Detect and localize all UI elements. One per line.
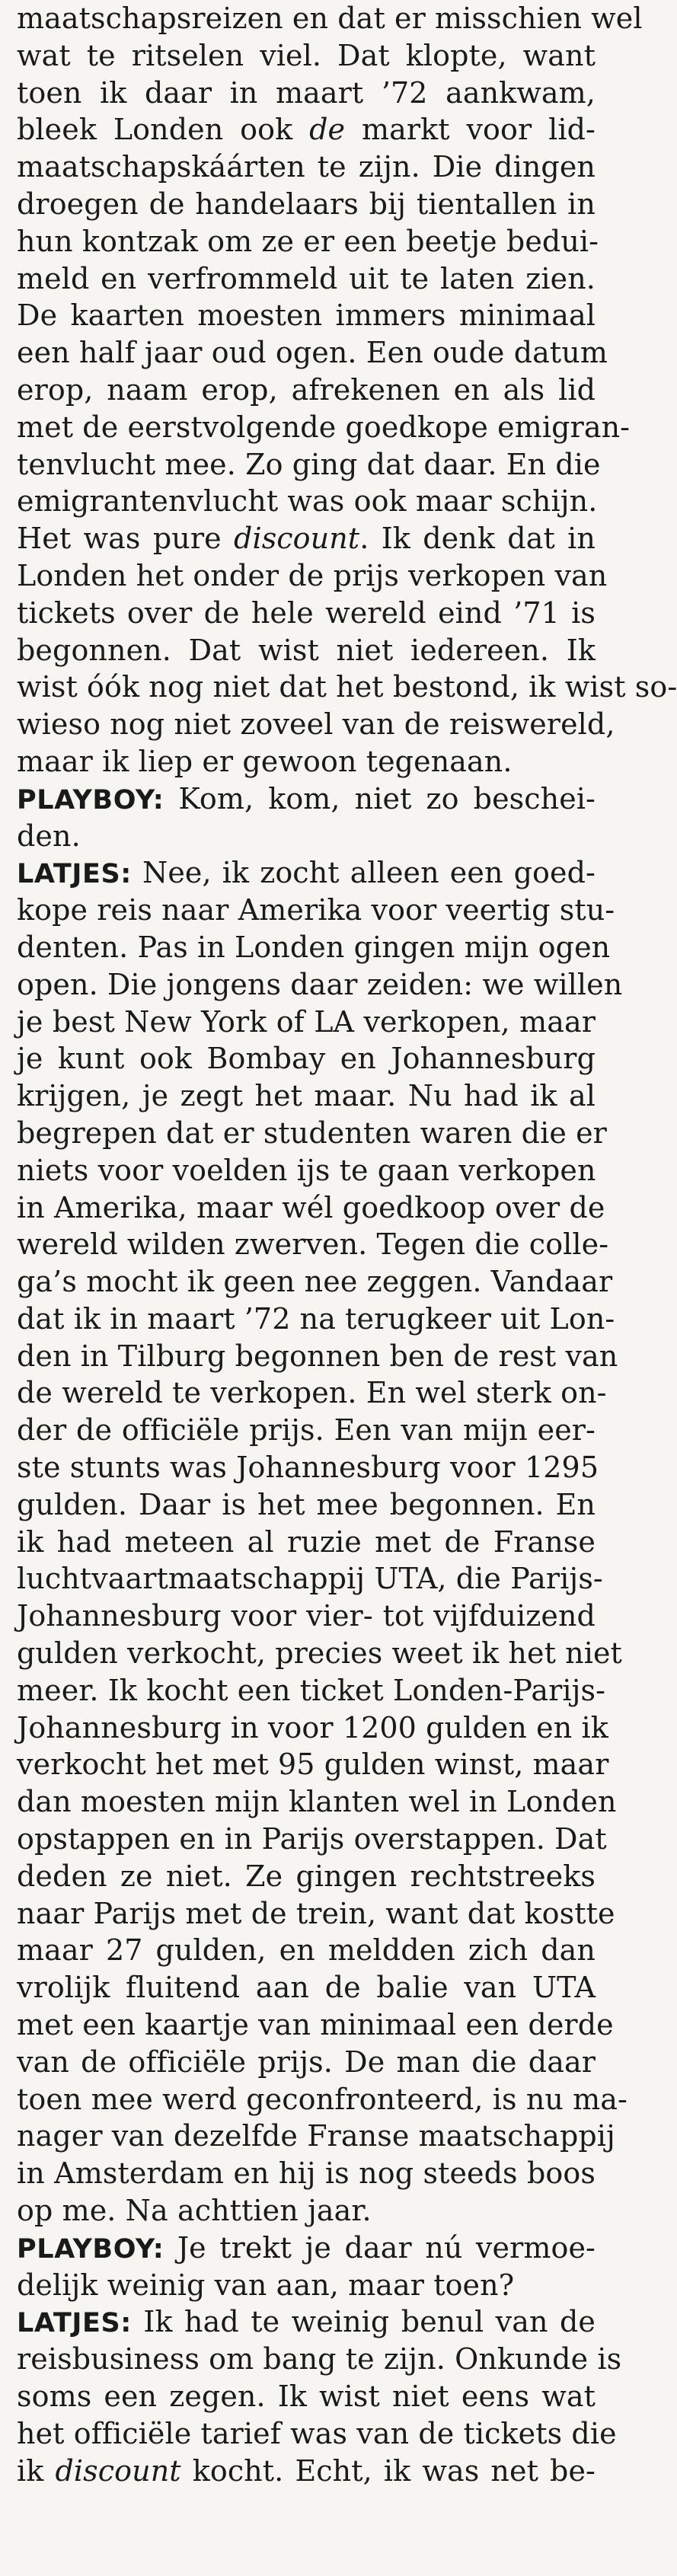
text-line (17, 1969, 596, 2006)
line-text: wat te ritselen viel. Dat klopte, want (17, 38, 596, 72)
text-line (17, 632, 596, 669)
text-line (17, 557, 608, 595)
text-line (17, 223, 599, 260)
text-line (17, 1152, 596, 1189)
text-line (17, 1115, 607, 1152)
text-line (17, 2155, 596, 2192)
line-text: nager van dezelfde Franse maatschappij (17, 2119, 615, 2153)
line-text: emigrantenvlucht was ook maar schijn. (17, 484, 598, 519)
text-line (17, 892, 615, 929)
text-line (17, 446, 601, 484)
line-text: maar 27 gulden, en meldden zich dan (17, 1933, 596, 1968)
speaker-label: PLAYBOY: (17, 784, 164, 816)
text-line (17, 1932, 596, 1969)
line-text: van de officiële prijs. De man die daar (17, 2045, 596, 2079)
line-text: begonnen. Dat wist niet iedereen. Ik (17, 633, 596, 667)
text-line (17, 334, 608, 372)
line-text: luchtvaartmaatschappij UTA, die Parijs- (17, 1562, 603, 1596)
line-text: Het was pure (17, 522, 235, 556)
text-line (17, 111, 596, 148)
line-text: vrolijk fluitend aan de balie van UTA (17, 1971, 596, 2005)
text-line (17, 2044, 596, 2081)
line-text: den in Tilburg begonnen ben de rest van (17, 1339, 618, 1373)
text-line (17, 818, 596, 855)
line-text: meer. Ik kocht een ticket Londen-Parijs- (17, 1673, 606, 1707)
line-text: met een kaartje van minimaal een derde (17, 2008, 614, 2042)
text-line (17, 1709, 608, 1747)
line-text: het officiële tarief was van de tickets die (17, 2416, 617, 2450)
text-line (17, 1412, 596, 1449)
text-line (17, 2415, 617, 2453)
text-line (17, 1449, 599, 1486)
text-line (17, 1004, 596, 1041)
line-text: Kom, kom, niet zo beschei- (164, 781, 596, 816)
text-line (17, 1598, 596, 1635)
line-text: delijk weinig van aan, maar toen? (17, 2268, 515, 2302)
line-text: maatschapskáárten te zijn. Die dingen (17, 150, 596, 184)
line-text: Johannesburg voor vier- tot vijfduizend (17, 1599, 596, 1633)
text-line (17, 2230, 596, 2267)
text-line (17, 2006, 614, 2044)
line-text: dat ik in maart ’72 na terugkeer uit Lon- (17, 1301, 615, 1336)
text-line (17, 372, 596, 409)
text-line (17, 0, 643, 37)
text-line (17, 929, 611, 966)
text-line (17, 1560, 603, 1598)
line-text: een half jaar oud ogen. Een oude datum (17, 336, 608, 370)
text-line (17, 706, 615, 743)
line-text: toen ik daar in maart ’72 aankwam, (17, 75, 596, 110)
line-text: maar ik liep er gewoon tegenaan. (17, 744, 513, 778)
line-text: wieso nog niet zoveel van de reiswereld, (17, 707, 615, 742)
text-line (17, 483, 596, 520)
line-text: open. Die jongens daar zeiden: we willen (17, 967, 623, 1001)
text-line (17, 1040, 596, 1077)
line-text: wist óók nog niet dat het bestond, ik wist so- (17, 670, 677, 704)
speaker-label: PLAYBOY: (17, 2233, 164, 2265)
line-text: op me. Na achttien jaar. (17, 2194, 372, 2228)
text-line (17, 2081, 628, 2118)
line-text: Ik had te weinig benul van de (131, 2305, 596, 2339)
line-text: Londen het onder de prijs verkopen van (17, 558, 608, 592)
text-line (17, 520, 596, 557)
line-text: deden ze niet. Ze gingen rechtstreeks (17, 1859, 596, 1893)
line-text: erop, naam erop, afrekenen en als lid (17, 372, 596, 407)
line-text-rest: markt voor lid- (345, 113, 596, 147)
text-line (17, 1077, 596, 1115)
line-text: dan moesten mijn klanten wel in Londen (17, 1785, 617, 1819)
line-text: tenvlucht mee. Zo ging dat daar. En die (17, 447, 601, 481)
text-line (17, 148, 596, 186)
line-text: je best New York of LA verkopen, maar (17, 1004, 596, 1039)
text-line (17, 2453, 596, 2490)
line-text: ga’s mocht ik geen nee zeggen. Vandaar (17, 1265, 613, 1299)
text-line (17, 1263, 613, 1301)
line-text: je kunt ook Bombay en Johannesburg (17, 1042, 596, 1076)
line-text: der de officiële prijs. Een van mijn eer- (17, 1413, 596, 1448)
italic-word: discount (55, 2453, 181, 2488)
speaker-label: LATJES: (17, 2308, 132, 2339)
text-line (17, 2118, 615, 2155)
line-text: maatschapsreizen en dat er misschien wel (17, 2, 643, 35)
text-line (17, 1672, 606, 1709)
line-text: Johannesburg in voor 1200 gulden en ik (17, 1710, 608, 1744)
line-text: ste stunts was Johannesburg voor 1295 (17, 1451, 599, 1485)
text-line (17, 1895, 615, 1933)
text-line (17, 1524, 596, 1561)
text-line (17, 1858, 596, 1895)
italic-word: de (309, 113, 346, 147)
text-line (17, 297, 596, 334)
line-text: den. (17, 819, 81, 853)
line-text: ik (17, 2453, 56, 2488)
text-line (17, 1635, 622, 1672)
text-line (17, 1783, 617, 1821)
line-text: toen mee werd geconfronteerd, is nu ma- (17, 2082, 628, 2116)
text-line (17, 409, 631, 446)
line-text: droegen de handelaars bij tientallen in (17, 187, 596, 221)
text-line (17, 1486, 596, 1524)
text-line (17, 75, 596, 112)
text-line (17, 1821, 607, 1858)
text-line (17, 595, 596, 632)
text-line (17, 2378, 596, 2415)
line-text: reisbusiness om bang te zijn. Onkunde is (17, 2342, 622, 2376)
line-text: in Amsterdam en hij is nog steeds boos (17, 2156, 596, 2191)
line-text: wereld wilden zwerven. Tegen die colle- (17, 1227, 609, 1262)
line-text: de wereld te verkopen. En wel sterk on- (17, 1376, 607, 1410)
text-line (17, 186, 596, 223)
line-text: gulden verkocht, precies weet ik het niet (17, 1636, 622, 1671)
line-text: kope reis naar Amerika voor veertig stu- (17, 893, 615, 927)
line-text: verkocht het met 95 gulden winst, maar (17, 1748, 609, 1782)
text-line (17, 1374, 607, 1412)
text-line (17, 2267, 596, 2304)
text-line (17, 854, 596, 892)
line-text: begrepen dat er studenten waren die er (17, 1116, 607, 1150)
text-line (17, 1338, 618, 1375)
line-text-rest: . Ik denk dat in (359, 522, 596, 556)
italic-word: discount (234, 522, 360, 556)
text-line (17, 743, 596, 780)
text-line (17, 1226, 609, 1263)
line-text: krijgen, je zegt het maar. Nu had ik al (17, 1079, 596, 1113)
line-text: tickets over de hele wereld eind ’71 is (17, 595, 596, 630)
text-line (17, 260, 596, 298)
line-text: denten. Pas in Londen gingen mijn ogen (17, 930, 611, 964)
line-text: bleek Londen ook (17, 113, 310, 147)
text-line (17, 669, 677, 706)
text-line (17, 1189, 605, 1227)
text-line (17, 966, 623, 1004)
text-line (17, 780, 596, 818)
line-text: De kaarten moesten immers minimaal (17, 298, 596, 333)
line-text: meld en verfrommeld uit te laten zien. (17, 261, 596, 295)
text-line (17, 2303, 596, 2341)
line-text: soms een zegen. Ik wist niet eens wat (17, 2380, 596, 2413)
line-text-rest: kocht. Echt, ik was net be- (180, 2453, 596, 2488)
text-line (17, 1746, 609, 1783)
line-text: Je trekt je daar nú vermoe- (164, 2230, 596, 2265)
line-text: hun kontzak om ze er een beetje bedui- (17, 224, 599, 258)
text-line (17, 1301, 615, 1338)
text-line (17, 2192, 596, 2230)
text-line (17, 37, 596, 75)
text-line (17, 2341, 622, 2378)
line-text: niets voor voelden ijs te gaan verkopen (17, 1153, 596, 1187)
line-text: Nee, ik zocht alleen een goed- (131, 856, 596, 890)
line-text: gulden. Daar is het mee begonnen. En (17, 1487, 596, 1521)
line-text: met de eerstvolgende goedkope emigran- (17, 410, 631, 444)
line-text: in Amerika, maar wél goedkoop over de (17, 1190, 605, 1224)
line-text: ik had meteen al ruzie met de Franse (17, 1524, 596, 1559)
line-text: naar Parijs met de trein, want dat kostte (17, 1896, 615, 1930)
line-text: opstappen en in Parijs overstappen. Dat (17, 1822, 607, 1856)
speaker-label: LATJES: (17, 859, 132, 890)
